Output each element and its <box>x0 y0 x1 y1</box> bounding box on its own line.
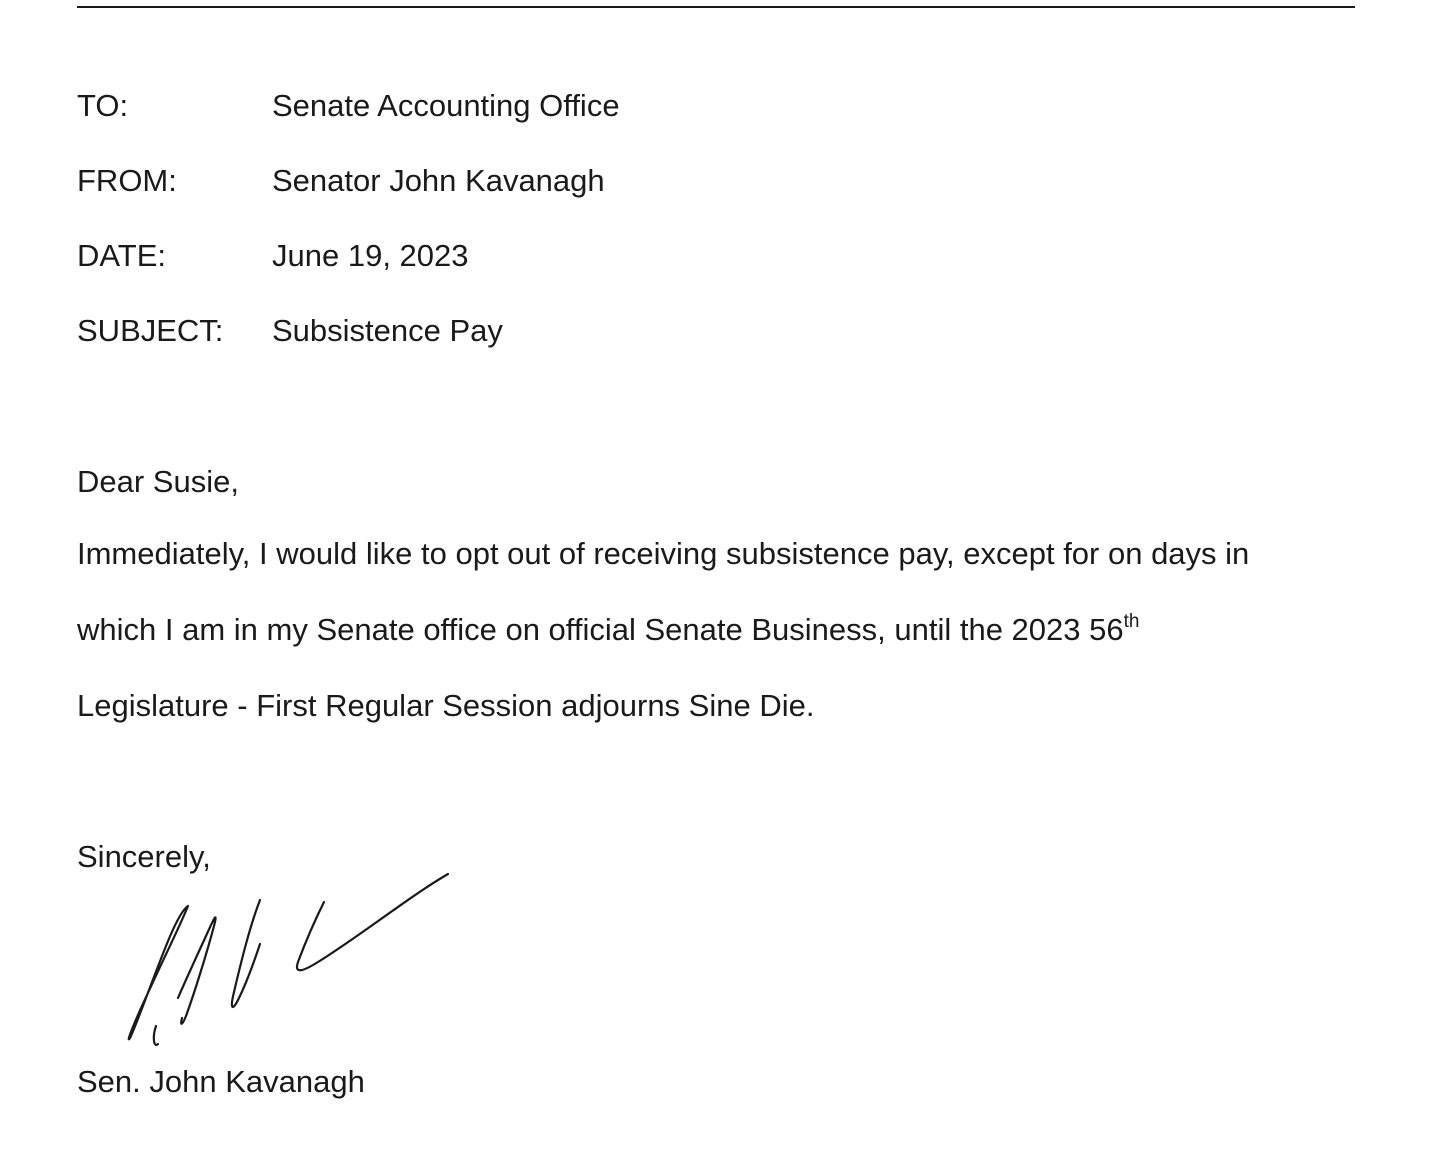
memo-subject-value: Subsistence Pay <box>272 313 503 348</box>
signer-name: Sen. John Kavanagh <box>77 1064 365 1099</box>
letter-closing: Sincerely, <box>77 839 211 874</box>
handwritten-signature-icon <box>110 866 460 1056</box>
letter-body-line <box>77 610 1139 650</box>
letter-salutation: Dear Susie, <box>77 464 239 499</box>
memo-to-value: Senate Accounting Office <box>272 88 620 123</box>
top-divider-line <box>77 6 1355 8</box>
memo-from-value: Senator John Kavanagh <box>272 163 605 198</box>
letter-body-text: which I am in my Senate office on official Senate Business, until the 2023 56 <box>77 612 1124 647</box>
memo-from-label: FROM: <box>77 163 177 198</box>
memo-subject-label: SUBJECT: <box>77 313 224 348</box>
memo-date-label: DATE: <box>77 238 166 273</box>
memo-date-value: June 19, 2023 <box>272 238 469 273</box>
letter-body-line: Legislature - First Regular Session adjourns Sine Die. <box>77 688 815 723</box>
ordinal-suffix: th <box>1123 610 1140 632</box>
memo-to-label: TO: <box>77 88 129 123</box>
letter-body-line: Immediately, I would like to opt out of receiving subsistence pay, except for on days in <box>77 536 1250 571</box>
